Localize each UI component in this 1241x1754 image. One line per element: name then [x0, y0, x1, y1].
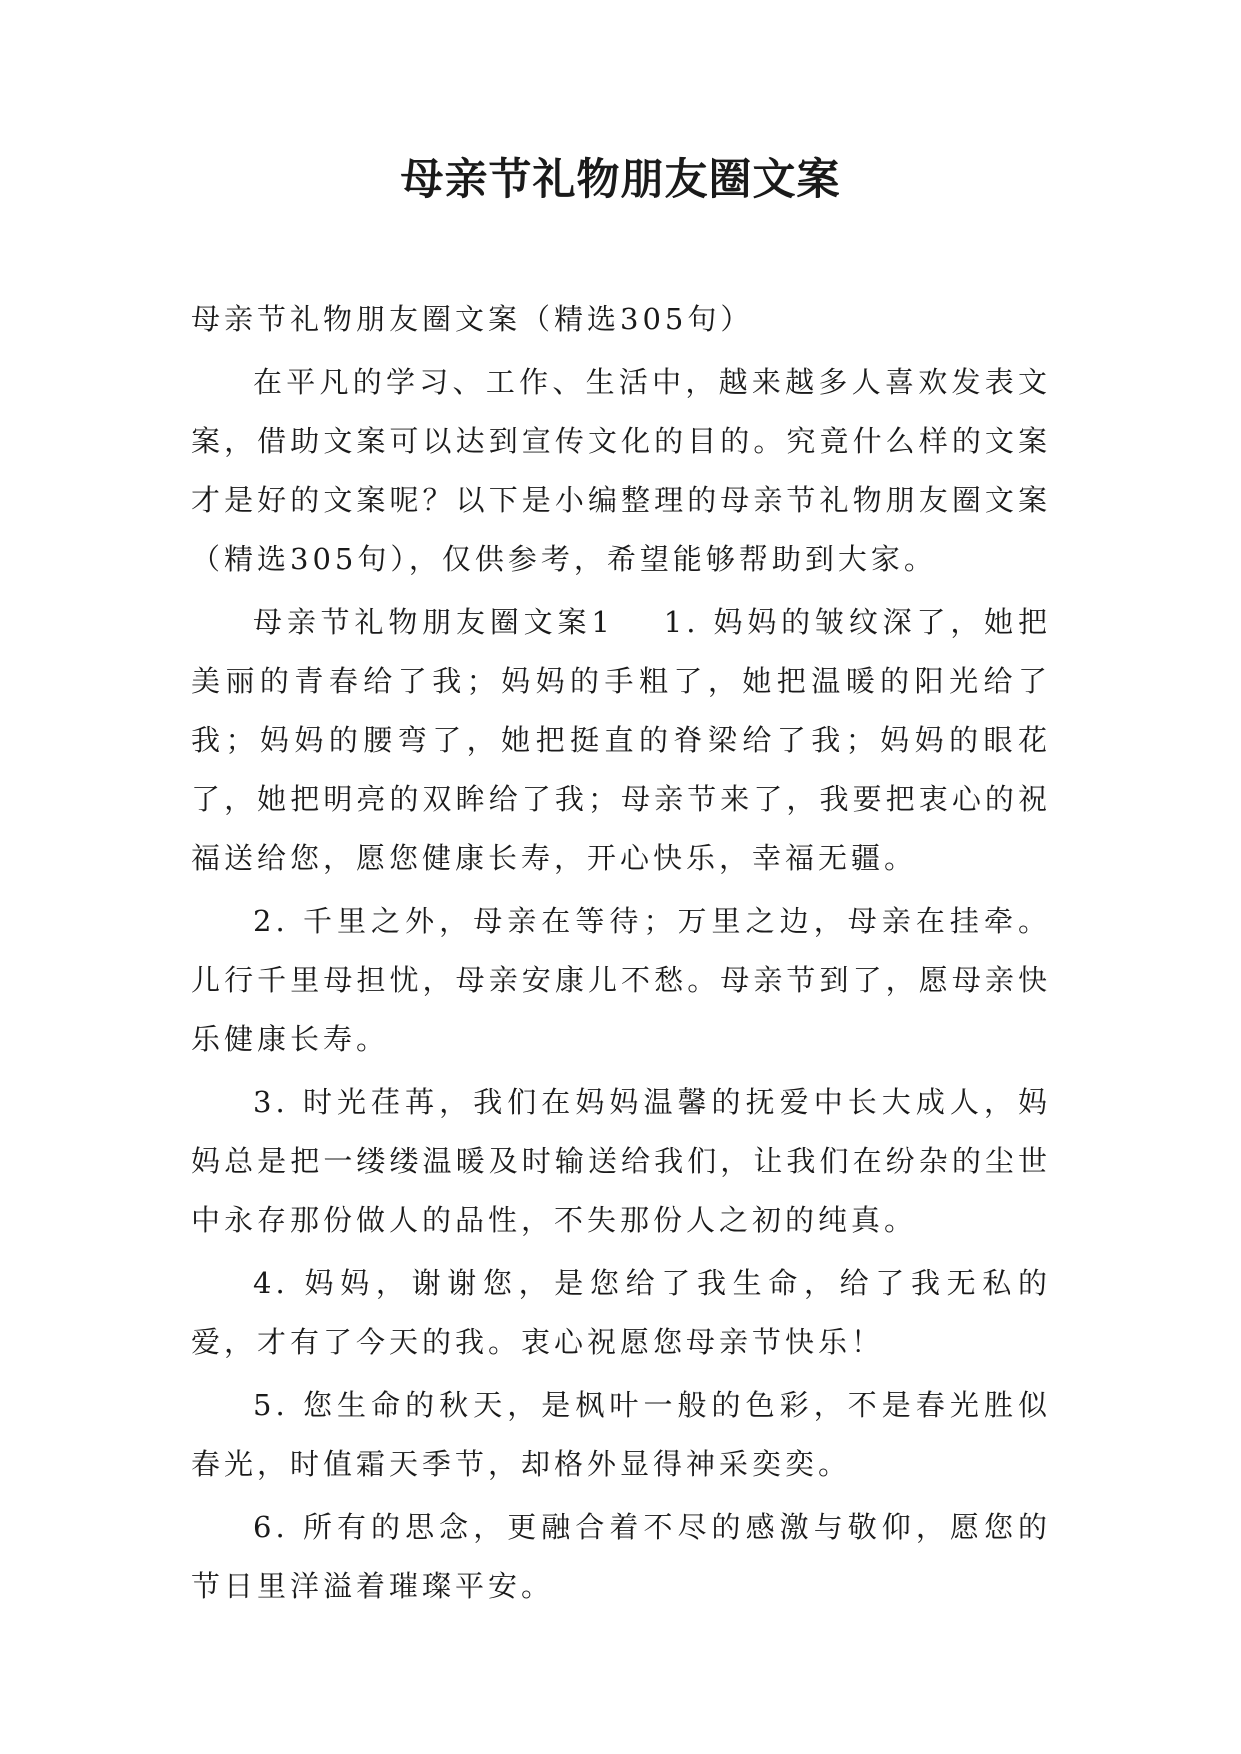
item-2: 2. 千里之外，母亲在等待；万里之边，母亲在挂牵。儿行千里母担忧，母亲安康儿不愁。母亲节到了，愿母亲快乐健康长寿。 — [191, 904, 1051, 1056]
item-6: 6. 所有的思念，更融合着不尽的感激与敬仰，愿您的节日里洋溢着璀璨平安。 — [191, 1510, 1051, 1603]
intro-paragraph: 在平凡的学习、工作、生活中，越来越多人喜欢发表文案，借助文案可以达到宣传文化的目的。究竟什么样的文案才是好的文案呢？以下是小编整理的母亲节礼物朋友圈文案（精选305句），仅供参考，希望能够帮助到大家。 — [191, 365, 1051, 576]
document-title: 母亲节礼物朋友圈文案 — [400, 155, 841, 205]
document-body — [191, 290, 1051, 1620]
item-1: 1. 妈妈的皱纹深了，她把美丽的青春给了我；妈妈的手粗了，她把温暖的阳光给了我；妈妈的腰弯了，她把挺直的脊梁给了我；妈妈的眼花了，她把明亮的双眸给了我；母亲节来了，我要把衷心的祝福送给您，愿您健康长寿，开心快乐，幸福无疆。 — [191, 605, 1051, 875]
item-5: 5. 您生命的秋天，是枫叶一般的色彩，不是春光胜似春光，时值霜天季节，却格外显得神采奕奕。 — [191, 1388, 1051, 1481]
item-3: 3. 时光荏苒，我们在妈妈温馨的抚爱中长大成人，妈妈总是把一缕缕温暖及时输送给我们，让我们在纷杂的尘世中永存那份做人的品性，不失那份人之初的纯真。 — [191, 1085, 1051, 1237]
section-first-paragraph — [191, 593, 1051, 888]
document-subtitle: 母亲节礼物朋友圈文案（精选305句） — [191, 302, 754, 336]
item-4: 4. 妈妈，谢谢您，是您给了我生命，给了我无私的爱，才有了今天的我。衷心祝愿您母亲节快乐！ — [191, 1266, 1051, 1359]
section-heading: 母亲节礼物朋友圈文案1 — [253, 605, 614, 639]
